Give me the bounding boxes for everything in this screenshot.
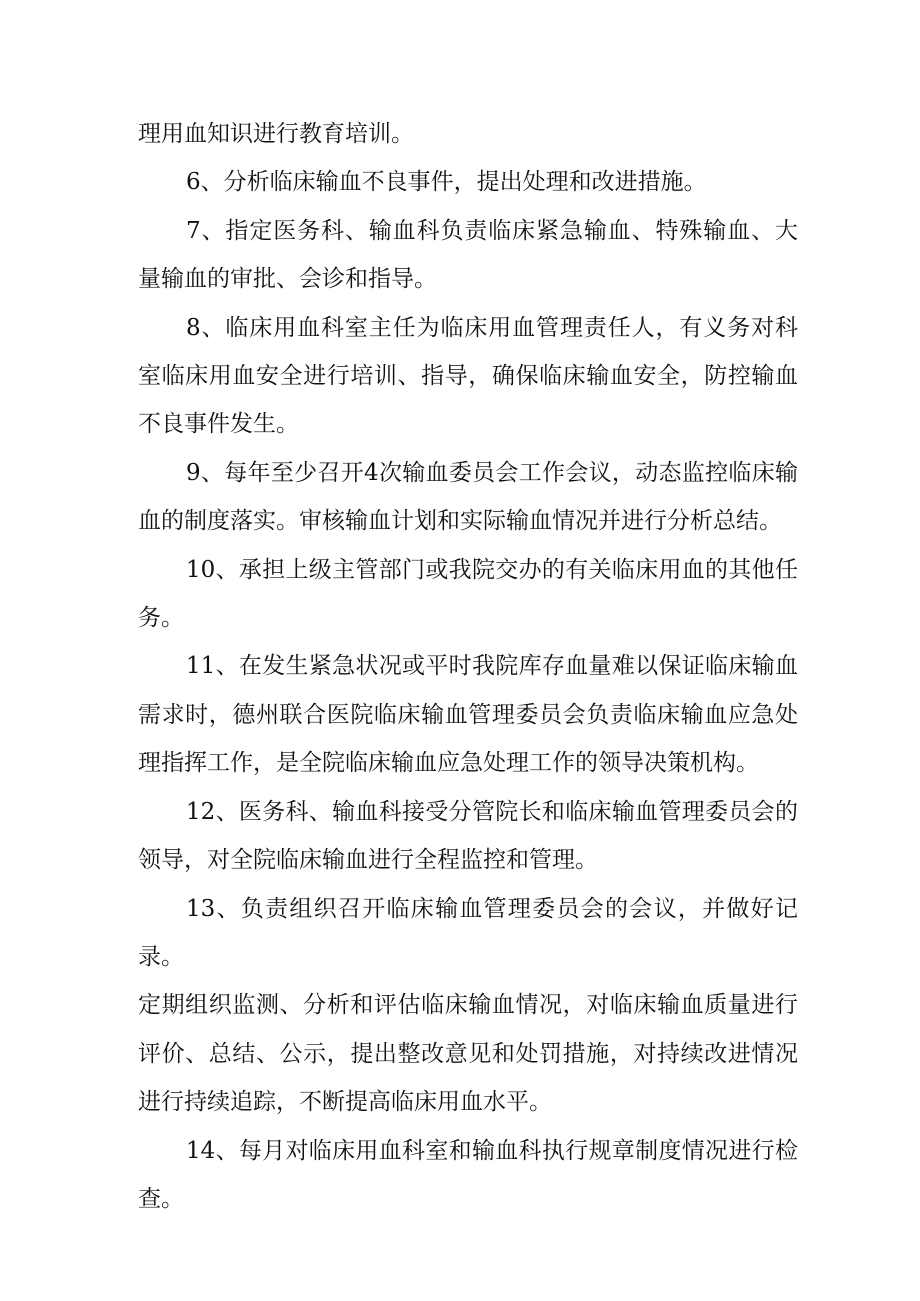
paragraph-item-6: 6、分析临床输血不良事件，提出处理和改进措施。 <box>186 169 707 196</box>
paragraph-item-11: 11、在发生紧急状况或平时我院库存血量难以保证临床输血需求时，德州联合医院临床输血管理委员会负责临床输血应急处理指挥工作，是全院临床输血应急处理工作的领导决策机构。 <box>138 653 798 777</box>
paragraph-item-7: 7、指定医务科、输血科负责临床紧急输血、特殊输血、大量输血的审批、会诊和指导。 <box>138 217 798 293</box>
paragraph-item-9: 9、每年至少召开4次输血委员会工作会议，动态监控临床输血的制度落实。审核输血计划和实际输血情况并进行分析总结。 <box>138 459 798 535</box>
paragraph-item-13: 13、负责组织召开临床输血管理委员会的会议，并做好记录。 <box>138 895 798 970</box>
paragraph-item-14: 14、每月对临床用血科室和输血科执行规章制度情况进行检查。 <box>138 1137 798 1212</box>
document-body <box>138 110 798 1223</box>
paragraph-item-13-continued: 定期组织监测、分析和评估临床输血情况，对临床输血质量进行评价、总结、公示，提出整改意见和处罚措施，对持续改进情况进行持续追踪，不断提高临床用血水平。 <box>138 992 798 1116</box>
paragraph-continuation: 理用血知识进行教育培训。 <box>138 121 414 147</box>
paragraph-item-12: 12、医务科、输血科接受分管院长和临床输血管理委员会的领导，对全院临床输血进行全程监控和管理。 <box>138 798 798 874</box>
paragraph-item-8: 8、临床用血科室主任为临床用血管理责任人，有义务对科室临床用血安全进行培训、指导，确保临床输血安全，防控输血不良事件发生。 <box>138 314 798 438</box>
paragraph-item-10: 10、承担上级主管部门或我院交办的有关临床用血的其他任务。 <box>138 556 798 632</box>
